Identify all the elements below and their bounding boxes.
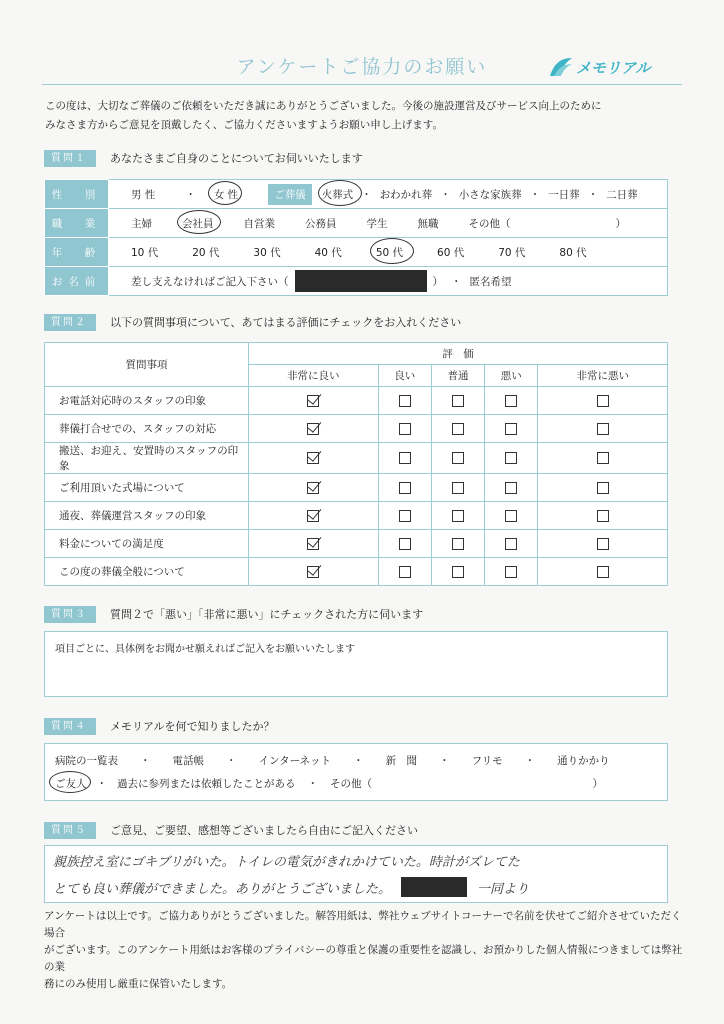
- rating-checkbox[interactable]: [399, 395, 411, 407]
- q1-tag: 質問１: [44, 150, 96, 167]
- source-option-hospital-list[interactable]: 病院の一覧表: [55, 755, 118, 767]
- rating-row: [45, 502, 668, 530]
- q5-tag: 質問５: [44, 822, 96, 839]
- q5-text: ご意見、ご要望、感想等ございましたら自由にご記入ください: [110, 824, 418, 837]
- rating-cell: [378, 415, 431, 443]
- footer-notice: [44, 908, 684, 993]
- job-option-unemployed[interactable]: 無職: [417, 217, 439, 230]
- q2-text: 以下の質問事項について、あてはまる評価にチェックをお入れください: [110, 316, 462, 329]
- logo-text: メモリアル: [576, 58, 651, 77]
- funeral-option-kasou[interactable]: [322, 187, 354, 202]
- source-option-friend-label: ご友人: [55, 778, 87, 790]
- job-option-employee-label: 会社員: [182, 217, 214, 230]
- q2-tag: 質問２: [44, 314, 96, 331]
- rating-item-label: 搬送、お迎え、安置時のスタッフの印象: [45, 443, 249, 474]
- rating-item-label: 通夜、葬儀運営スタッフの印象: [45, 502, 249, 530]
- q1-table: [44, 179, 668, 296]
- q4-tag: 質問４: [44, 718, 96, 735]
- age-option-50s-label: 50 代: [375, 246, 404, 259]
- q3-box-prompt: 項目ごとに、具体例をお聞かせ願えればご記入をお願いいたします: [55, 644, 355, 655]
- funeral-option-owakare[interactable]: おわかれ葬: [379, 188, 433, 201]
- rating-checkbox[interactable]: [452, 538, 464, 550]
- rating-row: [45, 558, 668, 586]
- company-logo: [548, 52, 650, 82]
- item-header: 質問事項: [45, 343, 249, 387]
- q5-header: [44, 822, 418, 839]
- rating-checkbox[interactable]: [399, 452, 411, 464]
- q4-options-box: [44, 743, 668, 801]
- rating-checkbox[interactable]: [505, 538, 517, 550]
- source-option-past-attendance[interactable]: 過去に参列または依頼したことがある: [117, 778, 296, 790]
- rating-checkbox[interactable]: [307, 395, 319, 407]
- q2-body: [45, 387, 668, 586]
- rating-row: [45, 474, 668, 502]
- rating-cell: [431, 415, 484, 443]
- q3-text: 質問２で「悪い」「非常に悪い」にチェックされた方に伺います: [110, 608, 424, 621]
- rating-checkbox[interactable]: [505, 395, 517, 407]
- q5-handwritten-line-2: とても良い葬儀ができました。ありがとうございました。: [53, 881, 392, 897]
- rating-cell: [538, 502, 668, 530]
- rating-item-label: お電話対応時のスタッフの印象: [45, 387, 249, 415]
- rating-checkbox[interactable]: [399, 510, 411, 522]
- selection-circle: [49, 771, 91, 793]
- selection-circle: [208, 181, 242, 205]
- selection-circle: [370, 238, 414, 264]
- rating-label: 普通: [431, 365, 484, 387]
- rating-cell: [485, 443, 538, 474]
- q3-answer-box[interactable]: [44, 631, 668, 697]
- rating-checkbox[interactable]: [452, 423, 464, 435]
- rating-cell: [249, 474, 379, 502]
- rating-checkbox[interactable]: [505, 566, 517, 578]
- name-prompt: 差し支えなければご記入下さい（: [131, 275, 289, 288]
- rating-cell: [249, 530, 379, 558]
- q4-header: [44, 718, 275, 735]
- job-option-civil-servant[interactable]: 公務員: [305, 217, 337, 230]
- intro-line-2: みなさま方からご意見を頂戴したく、ご協力くださいますようお願い申し上げます。: [45, 119, 443, 131]
- rating-row: [45, 415, 668, 443]
- rating-checkbox[interactable]: [452, 482, 464, 494]
- redacted-name-field[interactable]: [295, 270, 427, 292]
- rating-checkbox[interactable]: [399, 566, 411, 578]
- job-option-self-employed[interactable]: 自営業: [243, 217, 275, 230]
- q5-handwritten-line-1: 親族控え室にゴキブリがいた。トイレの電気がきれかけていた。時計がズレてた: [53, 855, 520, 870]
- q4-row-1: [55, 753, 610, 768]
- rating-checkbox[interactable]: [597, 482, 609, 494]
- gender-row: [45, 180, 668, 209]
- q5-line-2: [53, 877, 529, 897]
- rating-checkbox[interactable]: [307, 510, 319, 522]
- funeral-option-kasou-label: 火葬式: [321, 188, 354, 201]
- age-option-80s[interactable]: 80 代: [559, 246, 587, 259]
- rating-checkbox[interactable]: [399, 538, 411, 550]
- rating-cell: [249, 415, 379, 443]
- rating-cell: [249, 443, 379, 474]
- title-divider: [42, 84, 682, 85]
- age-option-40s[interactable]: 40 代: [314, 246, 342, 259]
- funeral-option-kazokusou[interactable]: 小さな家族葬: [458, 188, 522, 201]
- job-option-other[interactable]: その他（ ）: [468, 217, 626, 230]
- separator: ・: [226, 755, 237, 767]
- source-option-friend[interactable]: [55, 776, 87, 791]
- source-option-furimo[interactable]: フリモ: [471, 755, 503, 767]
- rating-cell: [249, 558, 379, 586]
- gender-option-female-label: 女 性: [213, 188, 239, 201]
- anonymous-option[interactable]: 匿名希望: [469, 275, 512, 288]
- age-label: 年 齢: [45, 238, 109, 267]
- rating-row: [45, 443, 668, 474]
- rating-cell: [431, 530, 484, 558]
- gender-option-male[interactable]: 男 性: [131, 188, 156, 201]
- rating-checkbox[interactable]: [452, 452, 464, 464]
- source-option-other[interactable]: その他（ ）: [330, 778, 603, 790]
- separator: ・: [529, 188, 541, 201]
- q2-header: [44, 314, 461, 331]
- q2-table: [44, 342, 668, 586]
- leaf-logo-icon: [548, 56, 574, 78]
- intro-line-1: この度は、大切なご葬儀のご依頼をいただき誠にありがとうございました。今後の施設運営及びサービス向上のために: [45, 100, 602, 112]
- rating-cell: [378, 443, 431, 474]
- source-option-newspaper[interactable]: 新 聞: [385, 755, 418, 767]
- gender-option-female[interactable]: [214, 187, 238, 202]
- separator: ・: [451, 275, 462, 288]
- rating-cell: [485, 474, 538, 502]
- rating-header: 評 価: [249, 343, 668, 365]
- footer-line-1: アンケートは以上です。ご協力ありがとうございました。解答用紙は、弊社ウェブサイトコーナーで名前を伏せてご紹介させていただく場合: [44, 910, 682, 939]
- age-values: [109, 238, 668, 267]
- separator: ・: [307, 778, 318, 790]
- rating-checkbox[interactable]: [597, 538, 609, 550]
- rating-cell: [538, 443, 668, 474]
- age-option-20s[interactable]: 20 代: [192, 246, 220, 259]
- rating-checkbox[interactable]: [505, 423, 517, 435]
- gender-label: 性 別: [45, 180, 109, 209]
- separator: ・: [185, 188, 196, 201]
- q1-header: [44, 150, 363, 167]
- separator: ・: [96, 778, 107, 790]
- q5-answer-box[interactable]: [44, 845, 668, 903]
- age-option-10s[interactable]: 10 代: [131, 246, 159, 259]
- source-option-internet[interactable]: インターネット: [258, 755, 332, 767]
- q4-row-2: [55, 776, 603, 791]
- rating-label: 非常に良い: [249, 365, 379, 387]
- rating-cell: [538, 474, 668, 502]
- rating-cell: [485, 387, 538, 415]
- age-option-30s[interactable]: 30 代: [253, 246, 281, 259]
- funeral-type-label: ご葬儀: [268, 184, 312, 205]
- rating-checkbox[interactable]: [597, 566, 609, 578]
- job-option-housewife[interactable]: 主婦: [131, 217, 152, 230]
- rating-cell: [378, 502, 431, 530]
- rating-checkbox[interactable]: [399, 482, 411, 494]
- rating-cell: [378, 474, 431, 502]
- job-option-student[interactable]: 学生: [366, 217, 388, 230]
- q3-tag: 質問３: [44, 606, 96, 623]
- rating-cell: [485, 530, 538, 558]
- rating-row: [45, 387, 668, 415]
- rating-checkbox[interactable]: [452, 510, 464, 522]
- rating-cell: [431, 558, 484, 586]
- q2-header-row-1: [45, 343, 668, 365]
- name-row: [45, 267, 668, 296]
- footer-line-3: 務にのみ使用し厳重に保管いたします。: [44, 978, 233, 990]
- rating-cell: [538, 387, 668, 415]
- rating-cell: [431, 502, 484, 530]
- rating-cell: [431, 474, 484, 502]
- rating-label: 悪い: [485, 365, 538, 387]
- age-option-60s[interactable]: 60 代: [437, 246, 465, 259]
- rating-checkbox[interactable]: [307, 538, 319, 550]
- rating-item-label: ご利用頂いた式場について: [45, 474, 249, 502]
- rating-item-label: 葬儀打合せでの、スタッフの対応: [45, 415, 249, 443]
- name-close: ）: [432, 275, 443, 288]
- separator: ・: [353, 755, 364, 767]
- rating-checkbox[interactable]: [452, 566, 464, 578]
- rating-cell: [249, 387, 379, 415]
- name-label: お名前: [45, 267, 109, 296]
- source-option-passing-by[interactable]: 通りかかり: [557, 755, 610, 767]
- job-values: [109, 209, 668, 238]
- age-row: [45, 238, 668, 267]
- page-title: アンケートご協力のお願い: [236, 56, 488, 78]
- rating-cell: [538, 530, 668, 558]
- rating-cell: [538, 415, 668, 443]
- funeral-option-futsuka[interactable]: 二日葬: [606, 188, 638, 201]
- separator: ・: [440, 188, 451, 201]
- rating-label: 非常に悪い: [538, 365, 668, 387]
- rating-cell: [378, 387, 431, 415]
- selection-circle: [177, 210, 221, 234]
- rating-checkbox[interactable]: [399, 423, 411, 435]
- q1-text: あなたさまご自身のことについてお伺いいたします: [110, 152, 363, 165]
- job-row: [45, 209, 668, 238]
- rating-cell: [249, 502, 379, 530]
- q5-handwritten-signoff: 一同より: [477, 881, 530, 897]
- rating-checkbox[interactable]: [307, 423, 319, 435]
- age-option-70s[interactable]: 70 代: [498, 246, 526, 259]
- separator: ・: [140, 755, 151, 767]
- selection-circle: [318, 180, 362, 206]
- rating-cell: [485, 558, 538, 586]
- rating-cell: [378, 558, 431, 586]
- rating-checkbox[interactable]: [505, 452, 517, 464]
- rating-checkbox[interactable]: [307, 566, 319, 578]
- rating-checkbox[interactable]: [307, 452, 319, 464]
- rating-label: 良い: [378, 365, 431, 387]
- redacted-signature: [401, 877, 467, 897]
- q4-text: メモリアルを何で知りましたか？: [110, 720, 275, 733]
- job-option-employee[interactable]: [182, 216, 214, 231]
- rating-checkbox[interactable]: [505, 510, 517, 522]
- rating-cell: [538, 558, 668, 586]
- rating-checkbox[interactable]: [597, 423, 609, 435]
- rating-checkbox[interactable]: [597, 452, 609, 464]
- rating-cell: [431, 443, 484, 474]
- rating-row: [45, 530, 668, 558]
- rating-cell: [378, 530, 431, 558]
- rating-checkbox[interactable]: [597, 395, 609, 407]
- q3-header: [44, 606, 423, 623]
- separator: ・: [439, 755, 450, 767]
- rating-cell: [485, 415, 538, 443]
- rating-checkbox[interactable]: [505, 482, 517, 494]
- rating-item-label: 料金についての満足度: [45, 530, 249, 558]
- separator: ・: [361, 188, 372, 201]
- name-values: [109, 267, 668, 296]
- age-option-50s[interactable]: [376, 245, 403, 260]
- rating-checkbox[interactable]: [597, 510, 609, 522]
- intro-text: [45, 97, 685, 135]
- footer-line-2: がございます。このアンケート用紙はお客様のプライバシーの尊重と保護の重要性を認識し、お預かりした個人情報につきましては弊社の業: [44, 944, 683, 973]
- job-label: 職 業: [45, 209, 109, 238]
- funeral-option-ichinichi[interactable]: 一日葬: [548, 188, 580, 201]
- rating-item-label: この度の葬儀全般について: [45, 558, 249, 586]
- source-option-phonebook[interactable]: 電話帳: [172, 755, 204, 767]
- rating-cell: [485, 502, 538, 530]
- gender-values: [109, 180, 668, 209]
- rating-checkbox[interactable]: [307, 482, 319, 494]
- separator: ・: [587, 188, 599, 201]
- rating-checkbox[interactable]: [452, 395, 464, 407]
- rating-cell: [431, 387, 484, 415]
- separator: ・: [524, 755, 536, 767]
